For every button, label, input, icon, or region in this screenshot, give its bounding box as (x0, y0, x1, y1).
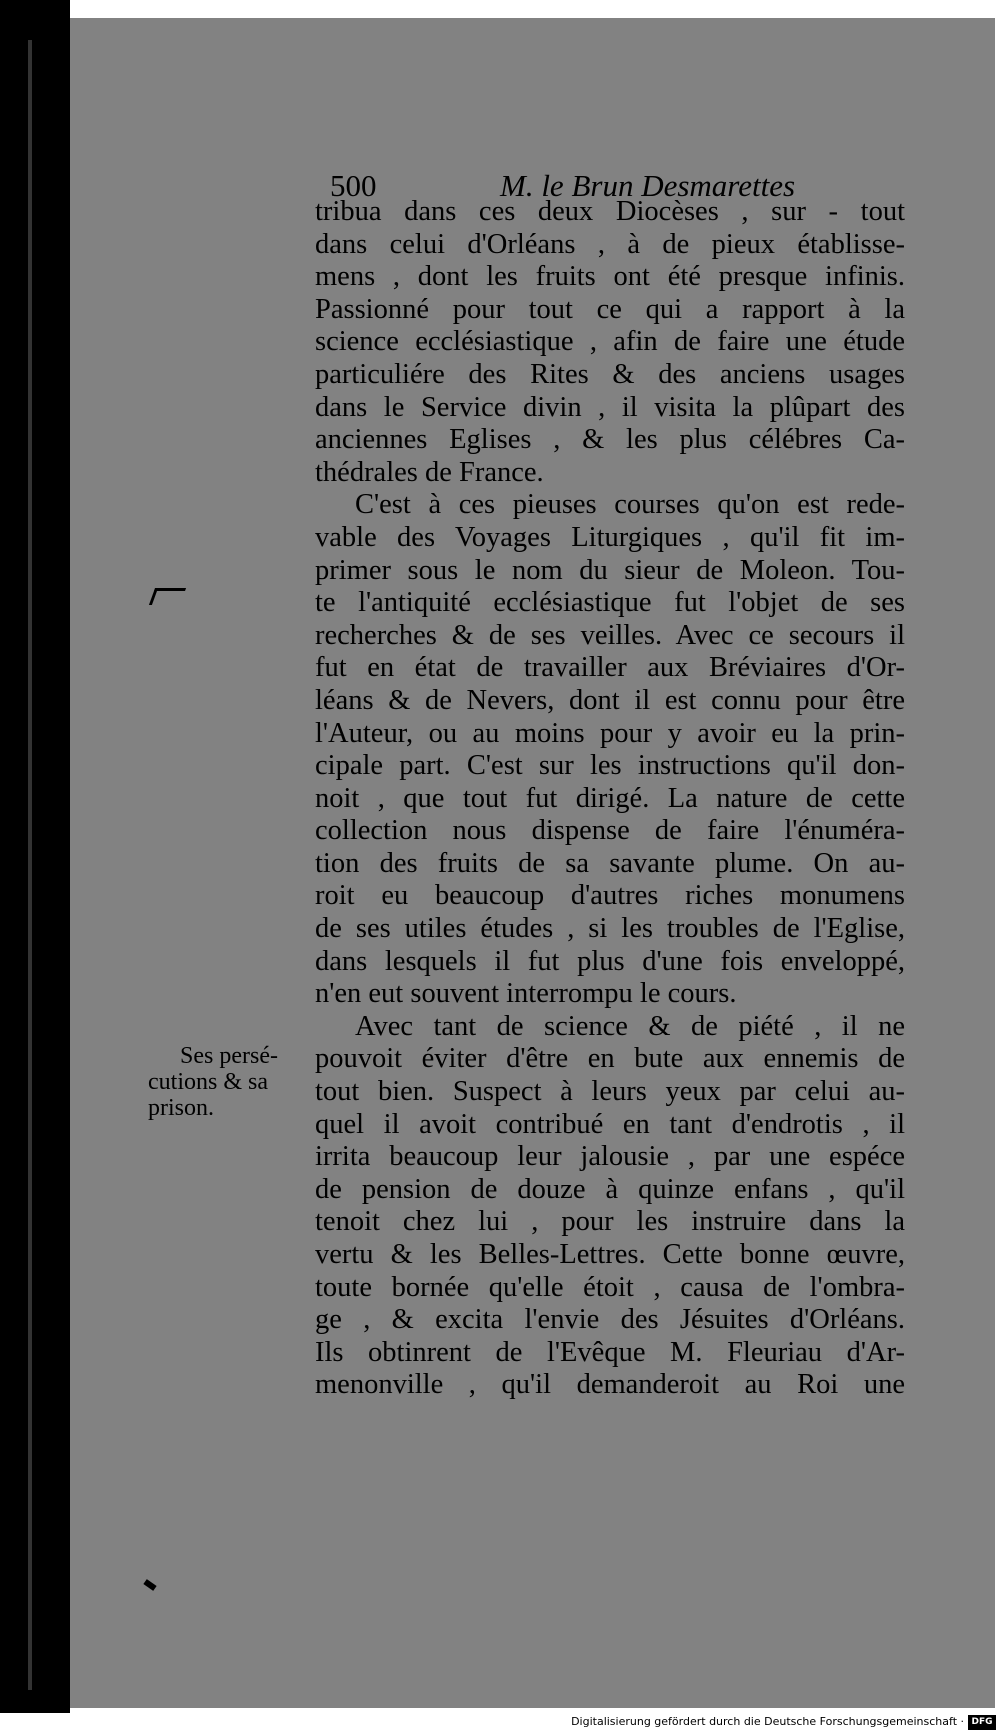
digitization-footer (0, 1713, 1000, 1734)
text-line: irrita beaucoup leur jalousie , par une espéce (315, 1141, 905, 1173)
text-line: recherches & de ses veilles. Avec ce secours il (315, 619, 905, 651)
text-line: fut en état de travailler aux Bréviaires d'Or- (315, 652, 905, 684)
margin-note-line: cutions & sa (148, 1069, 268, 1095)
text-line: thédrales de France. (315, 456, 544, 488)
text-line: te l'antiquité ecclésiastique fut l'objet de ses (315, 587, 905, 619)
text-line: Avec tant de science & de piété , il ne (355, 1010, 905, 1042)
text-line: anciennes Eglises , & les plus célébres Ca- (315, 424, 905, 456)
text-line: mens , dont les fruits ont été presque infinis. (315, 261, 905, 293)
text-line: dans celui d'Orléans , à de pieux établisse- (315, 228, 905, 260)
text-line: Passionné pour tout ce qui a rapport à la (315, 293, 905, 325)
text-line: Ils obtinrent de l'Evêque M. Fleuriau d'Ar- (315, 1336, 905, 1368)
text-line: collection nous dispense de faire l'énuméra- (315, 815, 905, 847)
margin-note (148, 1043, 318, 1121)
text-line: menonville , qu'il demanderoit au Roi une (315, 1369, 905, 1401)
text-line: primer sous le nom du sieur de Moleon. Tou- (315, 554, 905, 586)
text-line: n'en eut souvent interrompu le cours. (315, 978, 737, 1010)
text-line: cipale part. C'est sur les instructions qu'il don- (315, 750, 905, 782)
text-line: léans & de Nevers, dont il est connu pour être (315, 684, 905, 716)
running-title: M. le Brun Desmarettes (500, 168, 796, 203)
text-line: tenoit chez lui , pour les instruire dans la (315, 1206, 905, 1238)
text-line: noit , que tout fut dirigé. La nature de cette (315, 782, 905, 814)
text-line: pouvoit éviter d'être en bute aux ennemis de (315, 1043, 905, 1075)
text-line: C'est à ces pieuses courses qu'on est rede- (355, 489, 905, 521)
text-line: quel il avoit contribué en tant d'endrotis , il (315, 1108, 905, 1140)
page-number: 500 (330, 168, 377, 203)
book-spine (28, 40, 32, 1690)
text-line: vable des Voyages Liturgiques , qu'il fit im- (315, 521, 905, 553)
body-text (315, 196, 905, 1402)
ink-mark (149, 588, 186, 605)
dfg-logo-icon: DFG (968, 1715, 996, 1730)
footer-credit: Digitalisierung gefördert durch die Deutsche Forschungsgemeinschaft · (571, 1715, 964, 1728)
text-line: roit eu beaucoup d'autres riches monumens (315, 880, 905, 912)
text-line: de pension de douze à quinze enfans , qu'il (315, 1173, 905, 1205)
text-line: vertu & les Belles-Lettres. Cette bonne œuvre, (315, 1239, 905, 1270)
text-line: toute bornée qu'elle étoit , causa de l'ombra- (315, 1271, 905, 1303)
text-line: de ses utiles études , si les troubles de l'Eglise, (315, 913, 905, 945)
text-line: dans lesquels il fut plus d'une fois enveloppé, (315, 945, 905, 977)
text-line: tion des fruits de sa savante plume. On au- (315, 847, 905, 879)
text-line: ge , & excita l'envie des Jésuites d'Orléans. (315, 1304, 905, 1336)
text-line: particuliére des Rites & des anciens usages (315, 358, 905, 390)
text-line: tribua dans ces deux Diocèses , sur - tout (315, 196, 905, 227)
scan-border (0, 0, 70, 1734)
margin-note-line: prison. (148, 1095, 214, 1121)
text-line: tout bien. Suspect à leurs yeux par celui au- (315, 1076, 905, 1108)
text-line: science ecclésiastique , afin de faire une étude (315, 326, 905, 358)
margin-note-line: Ses persé- (180, 1043, 278, 1069)
text-line: dans le Service divin , il visita la plûpart des (315, 391, 905, 423)
text-line: l'Auteur, ou au moins pour y avoir eu la prin- (315, 717, 905, 749)
